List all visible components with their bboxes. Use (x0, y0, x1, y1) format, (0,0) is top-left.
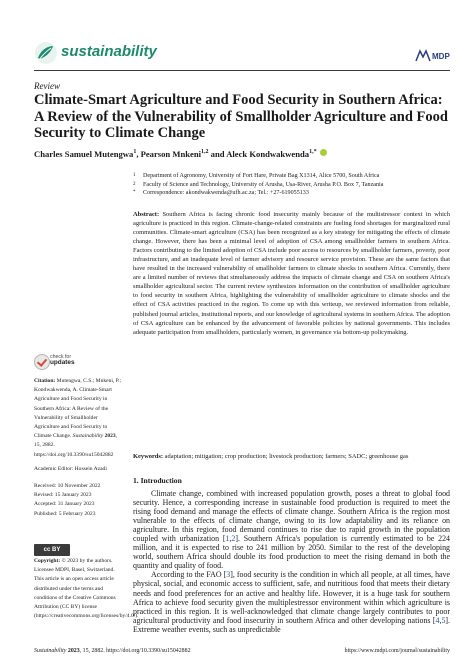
mdpi-logo-text: MDPI (432, 52, 450, 61)
abstract (133, 210, 450, 337)
journal-name[interactable]: sustainability (61, 43, 157, 60)
date-revised: Revised: 15 January 2023 (34, 492, 92, 499)
keywords (133, 452, 450, 461)
academic-editor: Academic Editor: Hossein Azadi (34, 466, 107, 472)
mdpi-logo[interactable] (414, 47, 450, 63)
article-type: Review (34, 81, 60, 91)
copyright-block: cc BY Copyright: © 2023 by the authors. Licensee MDPI, Basel, Switzerland. This article is an open access article distributed under the terms and conditions of the Creative Commons Attribution (CC BY) license (https://creativecommons.org/licenses/by/4.0/). (34, 544, 124, 621)
affiliations (133, 172, 450, 198)
author-affil-mark: 1 (133, 149, 137, 156)
author-name: Charles Samuel Mutengwa (34, 149, 134, 159)
abstract-text: Southern Africa is facing chronic food insecurity mainly because of the multistressor context in which agriculture is practiced in this region. Climate-change-related constraints are fueling food shortages for marginalized rural communities. Climate-smart agriculture (CSA) has been recognized as a key strategy for mitigating the effects of climate change. However, there has been a minimal level of adoption of CSA among smallholder farmers in southern Africa. Factors contributing to the limited adoption of CSA include poor access to resources by smallholder farmers, poverty, poor infrastructure, and an inadequate level of farmer advisory and resource service provision. These are the same factors that have resulted in the increased vulnerability of smallholder farmers to climate shocks in southern Africa. Currently, there are a limited number of reviews that simultaneously address the impacts of climate change and CSA on southern Africa's smallholder agricultural sector. The current review synthesizes information on the contribution of smallholder agriculture to food security in southern Africa, highlighting the vulnerability of smallholder agriculture to climate shocks and the effect of CSA activities practiced in the region. To come up with this writeup, we reviewed information from reliable, published journal articles, institutional reports, and our knowledge of agricultural systems in southern Africa. The adoption of CSA agriculture can be enhanced by the advancement of favorable policies by national governments. This includes adequate participation from smallholders, particularly women, in governance via bottom-up policymaking. (133, 211, 451, 336)
check-updates-icon (34, 354, 50, 370)
section-heading: 1. Introduction (133, 476, 182, 485)
date-received: Received: 10 November 2022 (34, 483, 101, 489)
reference-link[interactable]: 4 (435, 615, 440, 625)
author-affil-mark: 1,2 (201, 149, 209, 156)
reference-link[interactable]: 1 (225, 534, 230, 544)
page-footer: Sustainability 2023, 15, 2882. https://doi.org/10.3390/su15042882 (34, 648, 191, 654)
affiliation-item: 2 Faculty of Science and Technology, University of Arusha, Usa-River, Arusha P.O. Box 7, Tanzania (133, 181, 384, 188)
date-published: Published: 5 February 2023 (34, 510, 96, 517)
reference-link[interactable]: 3 (226, 570, 231, 580)
author-name: Aleck Kondwakwenda (226, 149, 310, 159)
journal-url[interactable]: https://www.mdpi.com/journal/sustainability (344, 648, 450, 654)
body-text (133, 489, 450, 634)
paragraph: According to the FAO [3], food security is the condition in which all people, at all times, have physical, social, and economic access to sufficient, safe, and nutritious food that meets their dietary needs and food preferences for an active and healthy life. However, it is a huge task for southern Africa to achieve food security given the multiplestressor environment within which agriculture is practiced in this region. It is well-acknowledged that climate change largely contributes to poor agricultural productivity and food insecurity in southern Africa and other developing nations [4,5]. Extreme weather events, such as unpredictable (133, 570, 450, 634)
date-accepted: Accepted: 31 January 2023 (34, 501, 95, 508)
check-for-updates[interactable]: check for updates (34, 354, 74, 370)
abstract-label: Abstract: (133, 211, 160, 218)
author-name: Pearson Mnkeni (140, 149, 202, 159)
paragraph: Climate change, combined with increased population growth, poses a threat to global food security. Hence, a corresponding increase in sustainable food production is required to meet the rising food demand and manage the effects of climate change. Southern Africa is the region most vulnerable to the effects of climate change, owing to its low adaptability and its reliance on agriculture. In this region, food demand continues to rise due to rapid growth in the population coupled with urbanization [1,2]. Southern Africa's population is currently estimated to be 224 million, and it is expected to rise to 241 million by 2050. Similar to the rest of the developing world, southern Africa should double its food production to meet the rising demand in both the quantity and quality of food. (133, 489, 450, 571)
citation-block: Citation: Mutengwa, C.S.; Mnkeni, P.; Kondwakwenda, A. Climate-Smart Agriculture and Food Security in Southern Africa: A Review of the Vulnerability of Smallholder Agriculture and Food Security to Climate Change. Sustainability 2023, 15, 2882. https://doi.org/10.3390/su15042882 (34, 378, 122, 458)
journal-logo-icon (34, 41, 58, 65)
cc-license-icon[interactable]: cc BY (34, 544, 70, 556)
author-affil-mark: 1,* (309, 149, 317, 156)
orcid-icon[interactable] (320, 149, 327, 156)
affiliation-item: 1 Department of Agronomy, University of Fort Hare, Private Bag X1314, Alice 5700, South Africa (133, 173, 380, 179)
reference-link[interactable]: 2 (231, 534, 236, 544)
publication-dates (34, 482, 124, 519)
keywords-text: adaptation; mitigation; crop production; livestock production; farmers; SADC; greenhouse gas (164, 453, 409, 460)
author-list: Charles Samuel Mutengwa$^1$, Pearson Mnkeni$^{1,2}$ and Aleck Kondwakwenda$^{1,*}$ (34, 149, 450, 159)
header-rule (34, 70, 450, 71)
article-title: Climate-Smart Agriculture and Food Security in Southern Africa: A Review of the Vulnerability of Smallholder Agriculture and Food Security to Climate Change (34, 92, 448, 141)
keywords-label: Keywords: (133, 453, 164, 460)
reference-link[interactable]: 5 (441, 615, 446, 625)
affiliation-item: * Correspondence: akondwakwenda@ufh.ac.za; Tel.: +27-619055133 (133, 190, 309, 197)
